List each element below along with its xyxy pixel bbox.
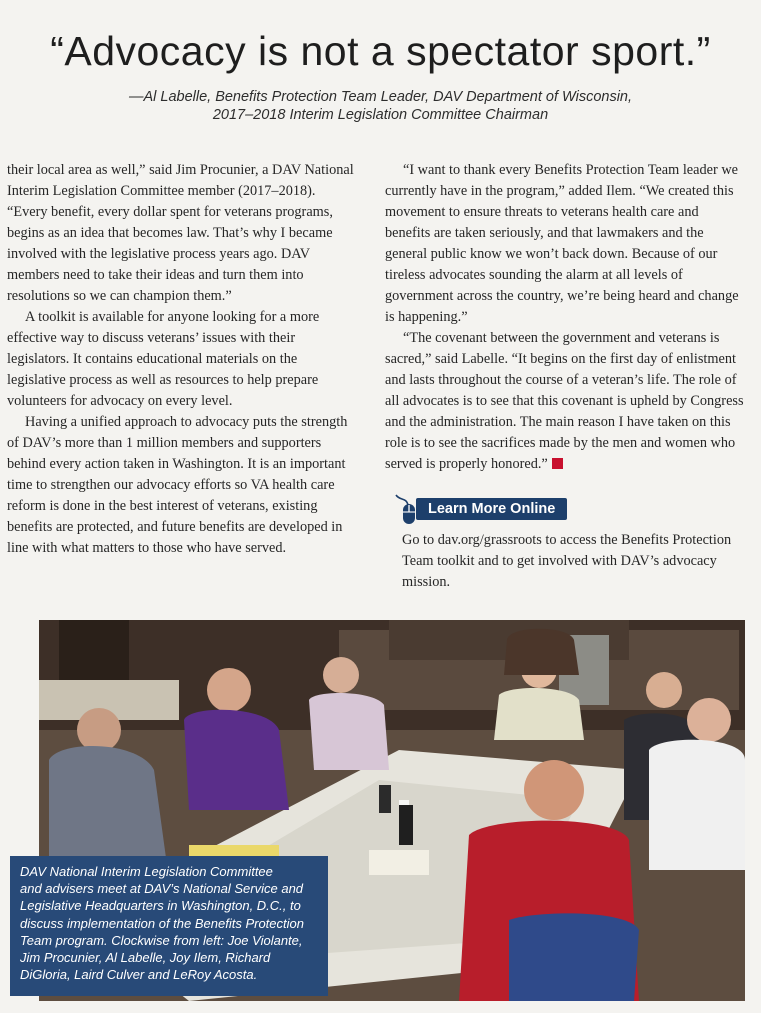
- paragraph: their local area as well,” said Jim Procunier, a DAV National Interim Legislation Committee member (2017–2018). “Every benefit, every dollar spent for veterans programs, begins as an idea that becomes law. That’s why I became involved with the legislative process years ago. DAV members need to take their ideas and turn them into resolutions so we can champion them.”: [7, 162, 354, 304]
- caption-line: Legislative Headquarters in Washington, D.C., to: [20, 898, 301, 914]
- caption-line: DiGloria, Laird Culver and LeRoy Acosta.: [20, 967, 258, 983]
- learn-more-text: Go to dav.org/grassroots to access the Benefits Protection Team toolkit and to get involved with DAV’s advocacy mission.: [402, 532, 732, 590]
- attribution-line-1: —Al Labelle, Benefits Protection Team Leader, DAV Department of Wisconsin,: [128, 89, 633, 105]
- attribution-line-2: 2017–2018 Interim Legislation Committee Chairman: [212, 107, 549, 123]
- paragraph: A toolkit is available for anyone looking for a more effective way to discuss veterans’ issues with their legislators. It contains educational materials on the legislative process as well as resources to help prepare volunteers for advocacy on every level.: [7, 309, 320, 409]
- pull-quote: “Advocacy is not a spectator sport.”: [50, 28, 711, 74]
- paragraph-text: “The covenant between the government and veterans is sacred,” said Labelle. “It begins on the first day of enlistment and lasts throughout the course of a veteran’s life. The role of all advocates is to see that this covenant is upheld by Congress and the administration. The main reason I have taken on this role is to see the sacrifices made by the men and women who served is properly honored.”: [385, 330, 744, 472]
- learn-more-banner: [392, 493, 592, 527]
- end-of-article-mark: [552, 458, 563, 469]
- paragraph: Having a unified approach to advocacy puts the strength of DAV’s more than 1 million members and supporters behind every action taken in Washington. It is an important time to strengthen our advocacy efforts so VA health care reform is done in the best interest of veterans, existing benefits are protected, and future benefits are developed in line with what matters to those who have served.: [7, 414, 348, 556]
- paragraph: [385, 328, 747, 475]
- caption-line: Jim Procunier, Al Labelle, Joy Ilem, Richard: [20, 950, 271, 966]
- caption-line: Team program. Clockwise from left: Joe Violante,: [20, 932, 303, 948]
- caption-line: DAV National Interim Legislation Committee: [20, 864, 273, 879]
- right-column: [385, 160, 747, 475]
- caption-line: and advisers meet at DAV’s National Service and: [20, 881, 304, 897]
- caption-line: discuss implementation of the Benefits Protection: [20, 915, 304, 931]
- photo-caption: [10, 856, 328, 996]
- learn-more-online-button[interactable]: Learn More Online: [416, 498, 567, 520]
- paragraph: “I want to thank every Benefits Protection Team leader we currently have in the program,” added Ilem. “We created this movement to ensure threats to veterans health care and benefits are taken seriously, and that lawmakers and the general public know we won’t back down. Because of our tireless advocates sounding the alarm at all levels of government across the country, we’re being heard and change is happening.”: [385, 162, 739, 325]
- left-column: [7, 160, 357, 559]
- quote-attribution: [0, 88, 761, 124]
